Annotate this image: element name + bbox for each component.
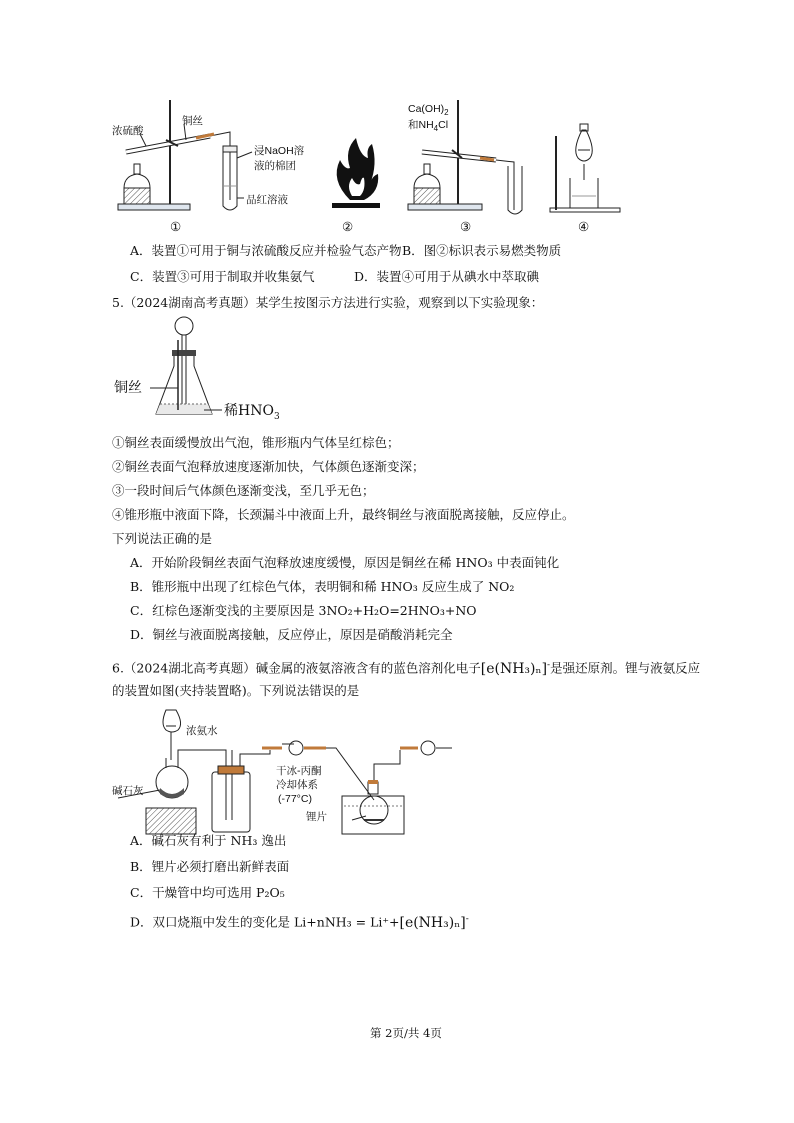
q6-label-ammonia: 浓氨水 bbox=[186, 725, 218, 737]
q5-option-b: B．锥形瓶中出现了红棕色气体，表明铜和稀 HNO₃ 反应生成了 NO₂ bbox=[130, 579, 515, 594]
q4-option-a: A．装置①可用于铜与浓硫酸反应并检验气态产物 bbox=[130, 243, 402, 258]
q5-option-a: A．开始阶段铜丝表面气泡释放速度缓慢，原因是铜丝在稀 HNO₃ 中表面钝化 bbox=[130, 555, 560, 570]
q6-apparatus-diagram bbox=[0, 700, 794, 840]
q6-label-cool-3: (-77°C) bbox=[278, 793, 312, 805]
q6-label-cool-1: 干冰-丙酮 bbox=[276, 765, 322, 777]
label-caoh2: $Ca(OH)_2$ bbox=[408, 103, 449, 118]
q5-obs-3: ③一段时间后气体颜色逐渐变浅，至几乎无色； bbox=[112, 483, 375, 498]
flammable-icon bbox=[332, 138, 380, 208]
q6-option-a: A．碱石灰有利于 NH₃ 逸出 bbox=[130, 833, 287, 848]
q6-label-lithium: 锂片 bbox=[306, 811, 327, 823]
q5-flask-diagram bbox=[0, 310, 794, 430]
q6-option-c: C．干燥管中均可选用 P₂O₅ bbox=[130, 885, 285, 900]
caption-4: ④ bbox=[578, 219, 590, 234]
q6-stem-line1: 6.（2024湖北高考真题）碱金属的液氨溶液含有的蓝色溶剂化电子[e(NH₃)ₙ]-是强还原剂。锂与液氨反应 bbox=[112, 660, 701, 677]
label-copper-wire-1: 铜丝 bbox=[182, 115, 203, 127]
label-cotton-1: 浸NaOH溶 bbox=[254, 145, 305, 157]
q4-option-b: B．图②标识表示易燃类物质 bbox=[402, 243, 562, 258]
q6-option-d: D．双口烧瓶中发生的变化是 Li+nNH₃ = Li⁺+[e(NH₃)ₙ]- bbox=[130, 914, 469, 931]
label-cotton-2: 液的棉团 bbox=[254, 160, 296, 172]
label-nh4cl: 和$NH_4Cl$ bbox=[408, 119, 449, 134]
q5-label-acid: 稀$HNO_3$ bbox=[224, 403, 280, 422]
q5-obs-1: ①铜丝表面缓慢放出气泡，锥形瓶内气体呈红棕色； bbox=[112, 435, 400, 450]
caption-2: ② bbox=[342, 219, 354, 234]
q4-option-d: D．装置④可用于从碘水中萃取碘 bbox=[354, 269, 540, 284]
caption-3: ③ bbox=[460, 219, 472, 234]
q5-option-d: D．铜丝与液面脱离接触，反应停止，原因是硝酸消耗完全 bbox=[130, 627, 453, 642]
q6-label-soda-lime: 碱石灰 bbox=[112, 785, 144, 797]
q5-obs-4: ④锥形瓶中液面下降，长颈漏斗中液面上升，最终铜丝与液面脱离接触，反应停止。 bbox=[112, 507, 575, 522]
q5-option-c: C．红棕色逐渐变浅的主要原因是 3NO₂+H₂O=2HNO₃+NO bbox=[130, 603, 477, 618]
label-conc-acid: 浓硫酸 bbox=[112, 125, 144, 137]
q6-stem-line2: 的装置如图(夹持装置略)。下列说法错误的是 bbox=[112, 683, 360, 698]
solvated-electron-formula: [e(NH₃)ₙ]- bbox=[480, 660, 551, 677]
q6-label-cool-2: 冷却体系 bbox=[276, 779, 318, 791]
q4-option-c: C．装置③可用于制取并收集氨气 bbox=[130, 269, 315, 284]
q6-option-b: B．锂片必须打磨出新鲜表面 bbox=[130, 859, 290, 874]
q5-label-copper: 铜丝 bbox=[114, 380, 142, 396]
q5-obs-2: ②铜丝表面气泡释放速度逐渐加快，气体颜色逐渐变深； bbox=[112, 459, 425, 474]
apparatus-1-diagram bbox=[0, 0, 794, 240]
q5-question: 下列说法正确的是 bbox=[112, 531, 213, 546]
q5-stem: 5.（2024湖南高考真题）某学生按图示方法进行实验，观察到以下实验现象： bbox=[112, 295, 544, 310]
caption-1: ① bbox=[170, 219, 182, 234]
label-pinhong: 品红溶液 bbox=[246, 194, 288, 206]
page-footer: 第 2页/共 4页 bbox=[370, 1026, 442, 1040]
